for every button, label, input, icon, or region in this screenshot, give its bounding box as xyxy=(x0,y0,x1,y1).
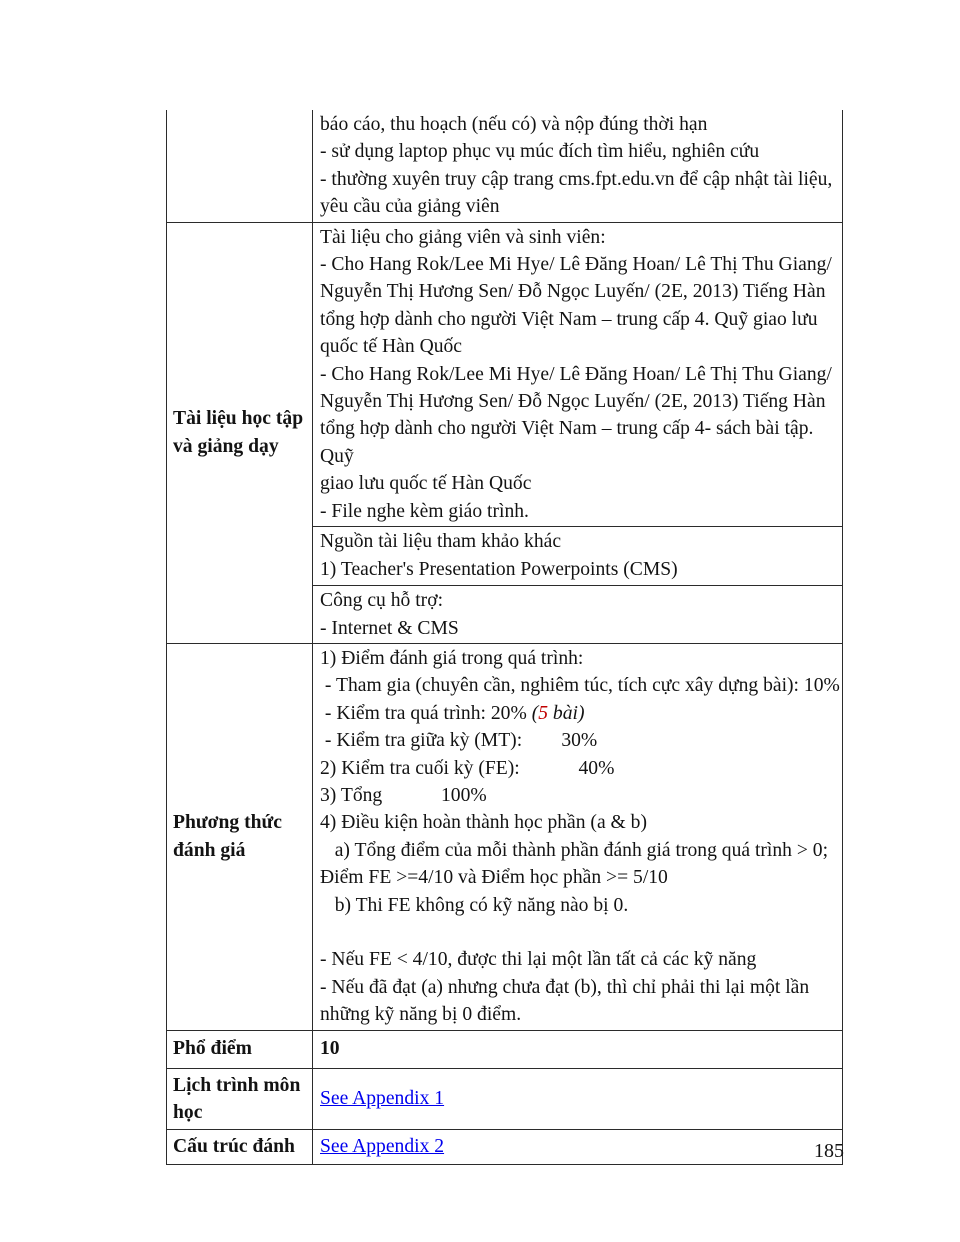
materials-tools-text xyxy=(313,586,842,643)
row-assessment-structure xyxy=(167,1130,842,1164)
text-line: Công cụ hỗ trợ: xyxy=(320,590,444,612)
text-line: những kỹ năng bị 0 điểm. xyxy=(320,1004,522,1026)
progress-test-line xyxy=(320,700,840,727)
text-line: Nguyễn Thị Hương Sen/ Đỗ Ngọc Luyến/ (2E, 2013) Tiếng Hàn xyxy=(320,391,826,413)
text-line xyxy=(320,919,840,946)
text-line: - Nếu đã đạt (a) nhưng chưa đạt (b), thì chỉ phải thi lại một lần xyxy=(320,976,810,998)
progress-test-prefix: - Kiểm tra quá trình: 20% xyxy=(320,702,532,724)
progress-test-paren-open: ( xyxy=(531,702,539,724)
rules-continued-text xyxy=(313,110,842,222)
materials-reference-text xyxy=(313,527,842,586)
text-line: quốc tế Hàn Quốc xyxy=(320,336,463,358)
text-line: a) Tổng điểm của mỗi thành phần đánh giá trong quá trình > 0; xyxy=(320,839,829,861)
appendix-1-link[interactable]: See Appendix 1 xyxy=(320,1088,445,1110)
score-range-label: Phổ điểm xyxy=(167,1031,313,1068)
text-line: Tài liệu cho giảng viên và sinh viên: xyxy=(320,226,606,248)
assessment-structure-label: Cấu trúc đánh xyxy=(167,1130,313,1163)
text-line: - Kiểm tra giữa kỳ (MT): 30% xyxy=(320,730,598,752)
text-line: - Cho Hang Rok/Lee Mi Hye/ Lê Đăng Hoan/ Lê Thị Thu Giang/ xyxy=(320,363,832,385)
text-line: - Nếu FE < 4/10, được thi lại một lần tất cả các kỹ năng xyxy=(320,949,757,971)
progress-test-paren-close: bài) xyxy=(548,702,585,724)
text-line: Nguồn tài liệu tham khảo khác xyxy=(320,531,562,553)
row-schedule xyxy=(167,1069,842,1131)
text-line: - Cho Hang Rok/Lee Mi Hye/ Lê Đăng Hoan/ Lê Thị Thu Giang/ xyxy=(320,254,832,276)
materials-content-stack xyxy=(313,223,842,643)
schedule-link-cell xyxy=(313,1069,842,1130)
assessment-content xyxy=(313,644,842,1030)
text-line: b) Thi FE không có kỹ năng nào bị 0. xyxy=(320,894,629,916)
appendix-2-link[interactable]: See Appendix 2 xyxy=(320,1136,445,1158)
syllabus-table xyxy=(166,110,843,1165)
text-line: 4) Điều kiện hoàn thành học phần (a & b) xyxy=(320,812,648,834)
text-line: - Tham gia (chuyên cần, nghiêm túc, tích cực xây dựng bài): 10% xyxy=(320,675,840,697)
row-materials xyxy=(167,223,842,644)
text-line: yêu cầu của giảng viên xyxy=(320,196,500,218)
text-line: 1) Điểm đánh giá trong quá trình: xyxy=(320,647,584,669)
progress-test-count-red: 5 xyxy=(538,702,549,724)
page-number: 185 xyxy=(814,1140,844,1162)
materials-main-text xyxy=(313,223,842,527)
row-assessment xyxy=(167,644,842,1031)
text-line: 1) Teacher's Presentation Powerpoints (CMS) xyxy=(320,558,678,580)
assessment-lines-after xyxy=(320,727,840,1028)
row-score-range xyxy=(167,1031,842,1069)
schedule-label: Lịch trình môn học xyxy=(167,1069,313,1130)
assessment-lines-before xyxy=(320,645,840,700)
text-line: - sử dụng laptop phục vụ múc đích tìm hiểu, nghiên cứu xyxy=(320,141,760,163)
text-line: giao lưu quốc tế Hàn Quốc xyxy=(320,473,532,495)
text-line: 3) Tổng 100% xyxy=(320,784,487,806)
assessment-structure-link-cell xyxy=(313,1130,842,1163)
score-range-value: 10 xyxy=(320,1038,340,1060)
row-rules-continued xyxy=(167,110,842,223)
text-line: tổng hợp dành cho người Việt Nam – trung cấp 4- sách bài tập. Quỹ xyxy=(320,418,819,467)
materials-label: Tài liệu học tập và giảng dạy xyxy=(167,223,313,643)
text-line: Nguyễn Thị Hương Sen/ Đỗ Ngọc Luyến/ (2E, 2013) Tiếng Hàn xyxy=(320,281,826,303)
assessment-label: Phương thức đánh giá xyxy=(167,644,313,1030)
text-line: - Internet & CMS xyxy=(320,617,459,639)
text-line: Điểm FE >=4/10 và Điểm học phần >= 5/10 xyxy=(320,867,668,889)
empty-label-cell xyxy=(167,110,313,222)
text-line: tổng hợp dành cho người Việt Nam – trung cấp 4. Quỹ giao lưu xyxy=(320,308,818,330)
text-line: - thường xuyên truy cập trang cms.fpt.edu.vn để cập nhật tài liệu, xyxy=(320,168,833,190)
text-line: - File nghe kèm giáo trình. xyxy=(320,500,529,522)
text-line: 2) Kiểm tra cuối kỳ (FE): 40% xyxy=(320,757,615,779)
text-line: báo cáo, thu hoạch (nếu có) và nộp đúng thời hạn xyxy=(320,114,708,135)
